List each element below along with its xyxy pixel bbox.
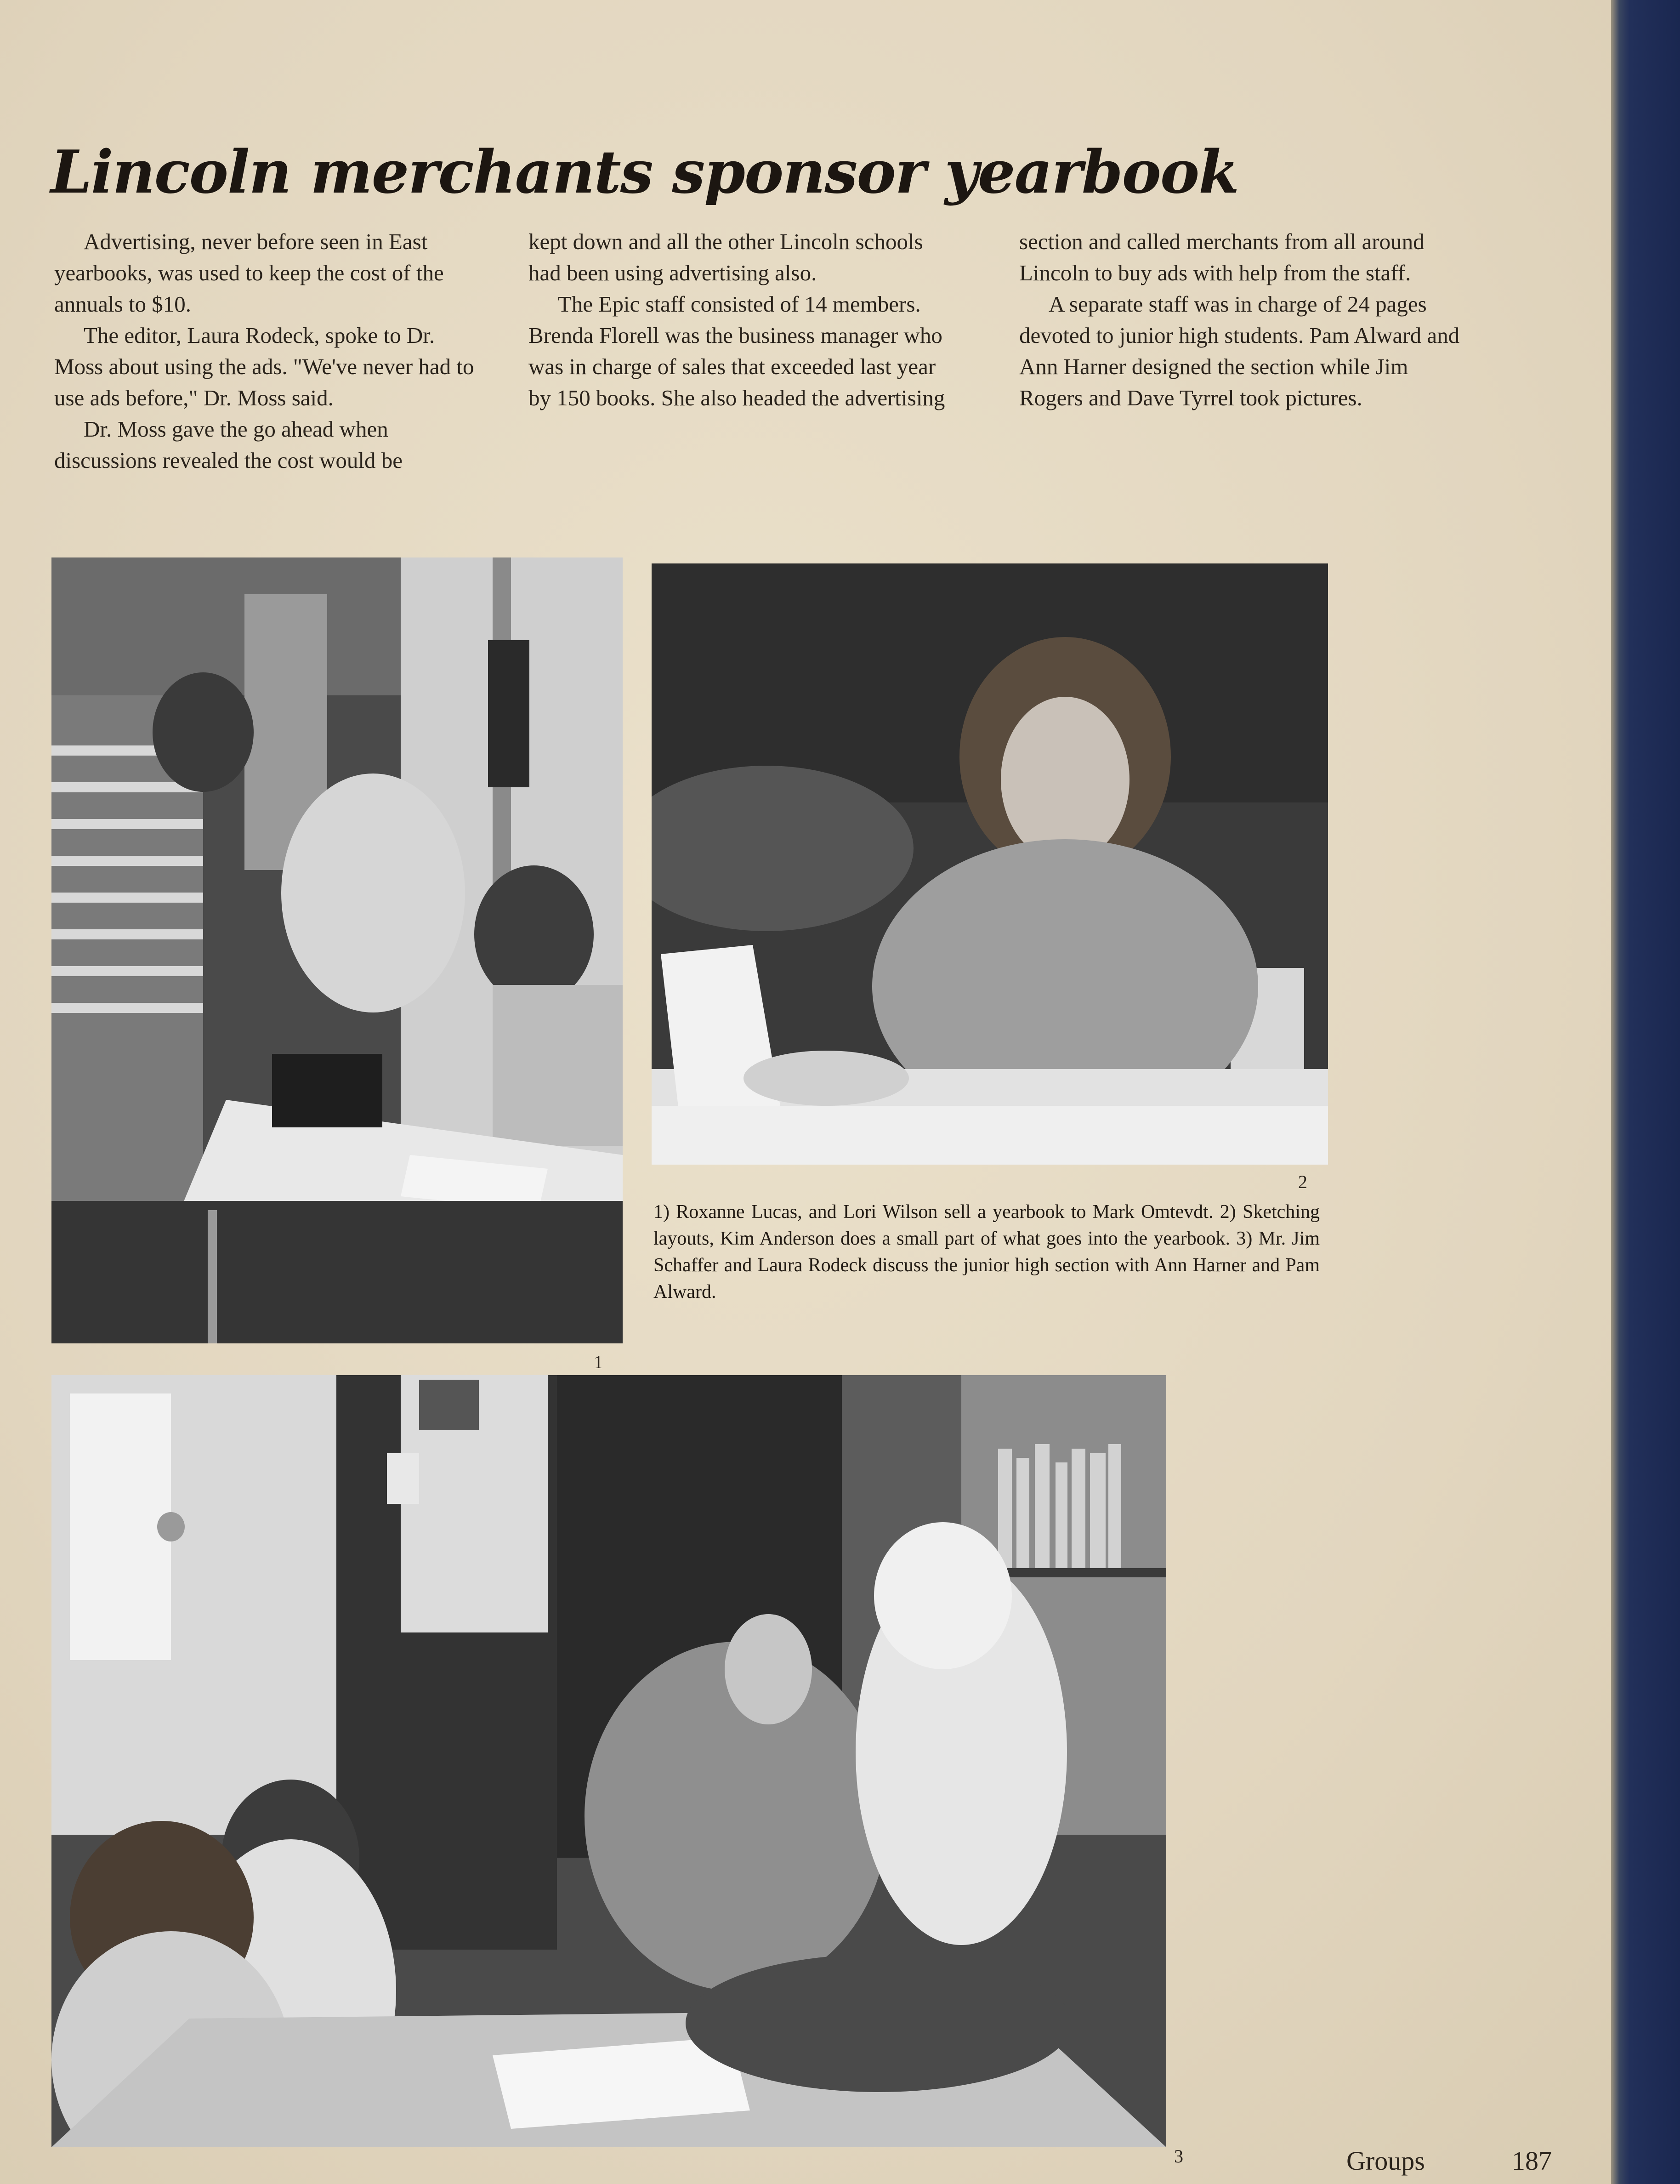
book-spine-edge: [1611, 0, 1680, 2184]
photo-number: 3: [1174, 2146, 1183, 2167]
article-paragraph: The editor, Laura Rodeck, spoke to Dr. Moss about using the ads. "We've never had to use ads before," Dr. Moss said.: [54, 323, 474, 410]
article-paragraph: section and called merchants from all around Lincoln to buy ads with help from the staff.: [1019, 229, 1425, 285]
photo-sketching-layouts: [652, 563, 1328, 1165]
article-paragraph: Advertising, never before seen in East yearbooks, was used to keep the cost of the annuals to $10.: [54, 229, 444, 317]
photo-yearbook-sale: [51, 557, 623, 1343]
photo-caption: 1) Roxanne Lucas, and Lori Wilson sell a yearbook to Mark Omtevdt. 2) Sketching layouts, Kim Anderson does a small part of what goes into the yearbook. 3) Mr. Jim Schaffer and Laura Rodeck discuss the junior high section with Ann Harner and Pam Alward.: [653, 1201, 1320, 1302]
page-number: 187: [1512, 2146, 1552, 2176]
article-paragraph: The Epic staff consisted of 14 members. Brenda Florell was the business manager who was in charge of sales that exceeded last year by 150 books. She also headed the advertising: [528, 291, 945, 410]
page-title: Lincoln merchants sponsor yearbook: [51, 138, 1238, 207]
article-paragraph: kept down and all the other Lincoln schools had been using advertising also.: [528, 229, 923, 285]
photo-number: 2: [1298, 1172, 1307, 1192]
article-paragraph: Dr. Moss gave the go ahead when discussions revealed the cost would be: [54, 416, 403, 473]
article-column-2: [528, 226, 956, 414]
section-label: Groups: [1346, 2146, 1425, 2176]
article-paragraph: A separate staff was in charge of 24 pages devoted to junior high students. Pam Alward and Ann Harner designed the section while Jim Rogers and Dave Tyrrel took pictures.: [1019, 291, 1460, 410]
photo-number: 1: [594, 1352, 603, 1372]
photo-junior-high-discussion: [51, 1375, 1166, 2147]
article-column-1: [54, 226, 477, 476]
article-column-3: [1019, 226, 1460, 414]
